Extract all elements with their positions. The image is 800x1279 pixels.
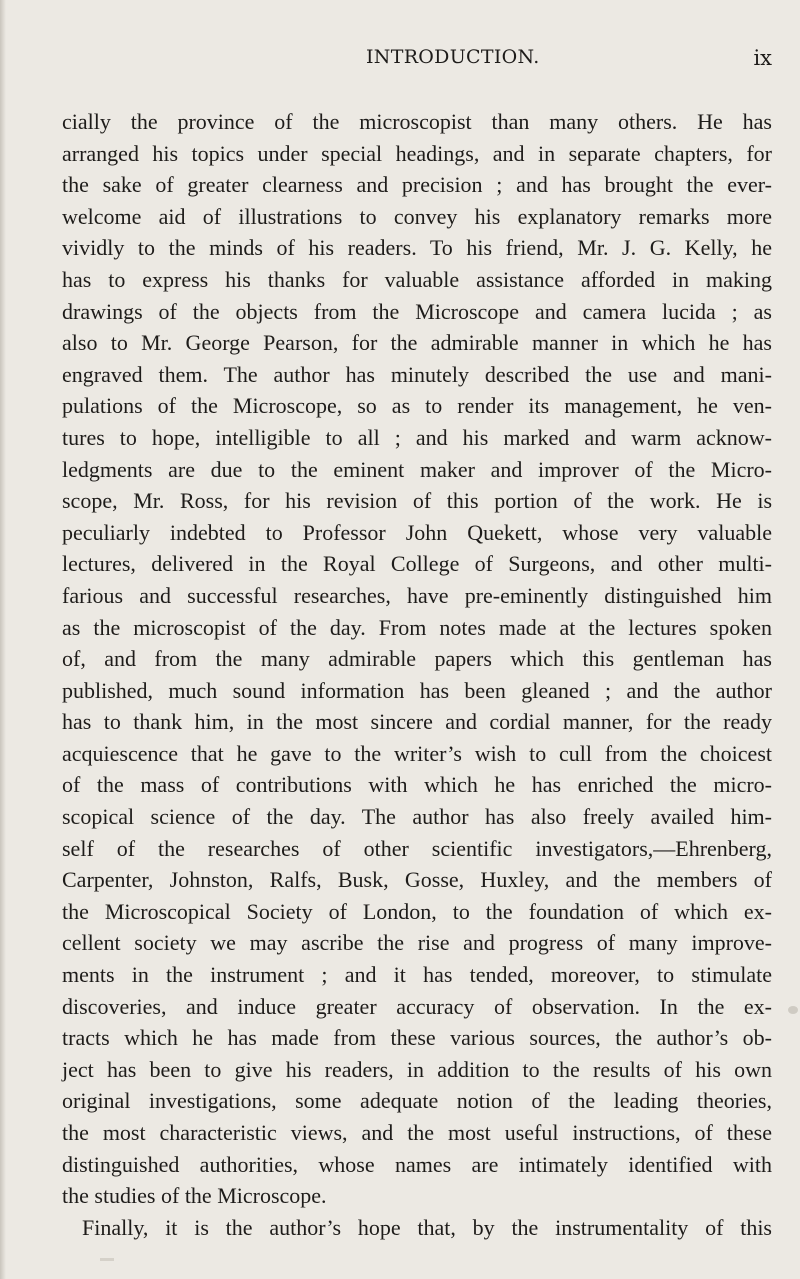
- text-line: the Microscopical Society of London, to the foundation of which ex-: [62, 898, 772, 924]
- text-line: arranged his topics under special headings, and in separate chapters, for: [62, 140, 772, 166]
- text-line: distinguished authorities, whose names are intimately identified with: [62, 1151, 772, 1177]
- text-line: of the mass of contributions with which he has enriched the micro-: [62, 772, 772, 798]
- text-line: Carpenter, Johnston, Ralfs, Busk, Gosse, Huxley, and the members of: [62, 867, 772, 893]
- paragraph-start-line: Finally, it is the author’s hope that, by the instrumentality of this: [82, 1214, 772, 1240]
- text-line: tures to hope, intelligible to all ; and his marked and warm acknow-: [62, 424, 772, 450]
- text-line: the most characteristic views, and the most useful instructions, of these: [62, 1120, 772, 1145]
- paper-speck: [788, 1006, 798, 1014]
- text-line: self of the researches of other scientific investigators,—Ehrenberg,: [62, 835, 772, 861]
- paragraph-end-line: the studies of the Microscope.: [62, 1183, 327, 1209]
- text-line: of, and from the many admirable papers which this gentleman has: [62, 646, 772, 672]
- text-line: cially the province of the microscopist than many others. He has: [62, 109, 772, 134]
- text-line: scope, Mr. Ross, for his revision of this portion of the work. He is: [62, 488, 772, 514]
- text-line: scopical science of the day. The author has also freely availed him-: [62, 804, 772, 830]
- text-line: cellent society we may ascribe the rise and progress of many improve-: [62, 930, 772, 956]
- page-number: ix: [753, 46, 772, 70]
- body-text: [62, 106, 772, 1243]
- text-line: tracts which he has made from these various sources, the author’s ob-: [62, 1025, 772, 1051]
- text-line: ments in the instrument ; and it has tended, moreover, to stimulate: [62, 962, 772, 988]
- text-line: drawings of the objects from the Microscope and camera lucida ; as: [62, 298, 772, 324]
- paper-mark: [100, 1258, 114, 1261]
- running-title: INTRODUCTION.: [366, 46, 540, 68]
- text-line: has to thank him, in the most sincere and cordial manner, for the ready: [62, 709, 772, 735]
- text-line: published, much sound information has been gleaned ; and the author: [62, 677, 772, 703]
- text-line: engraved them. The author has minutely described the use and mani-: [62, 361, 772, 387]
- text-line: original investigations, some adequate notion of the leading theories,: [62, 1088, 772, 1114]
- text-line: has to express his thanks for valuable assistance afforded in making: [62, 266, 772, 292]
- text-line: farious and successful researches, have pre-eminently distinguished him: [62, 582, 772, 608]
- text-line: welcome aid of illustrations to convey his explanatory remarks more: [62, 203, 772, 229]
- text-line: discoveries, and induce greater accuracy of observation. In the ex-: [62, 993, 772, 1019]
- text-line: ject has been to give his readers, in addition to the results of his own: [62, 1056, 772, 1082]
- running-header: [0, 46, 800, 76]
- text-line: pulations of the Microscope, so as to render its management, he ven-: [62, 393, 772, 419]
- text-line: acquiescence that he gave to the writer’s wish to cull from the choicest: [62, 740, 772, 766]
- text-line: peculiarly indebted to Professor John Quekett, whose very valuable: [62, 519, 772, 545]
- text-line: as the microscopist of the day. From notes made at the lectures spoken: [62, 614, 772, 640]
- text-line: the sake of greater clearness and precision ; and has brought the ever-: [62, 172, 772, 198]
- text-line: also to Mr. George Pearson, for the admirable manner in which he has: [62, 330, 772, 356]
- text-line: vividly to the minds of his readers. To his friend, Mr. J. G. Kelly, he: [62, 235, 772, 261]
- text-line: lectures, delivered in the Royal College of Surgeons, and other multi-: [62, 551, 772, 577]
- page-gutter-shadow: [0, 0, 6, 1279]
- text-line: ledgments are due to the eminent maker and improver of the Micro-: [62, 456, 772, 482]
